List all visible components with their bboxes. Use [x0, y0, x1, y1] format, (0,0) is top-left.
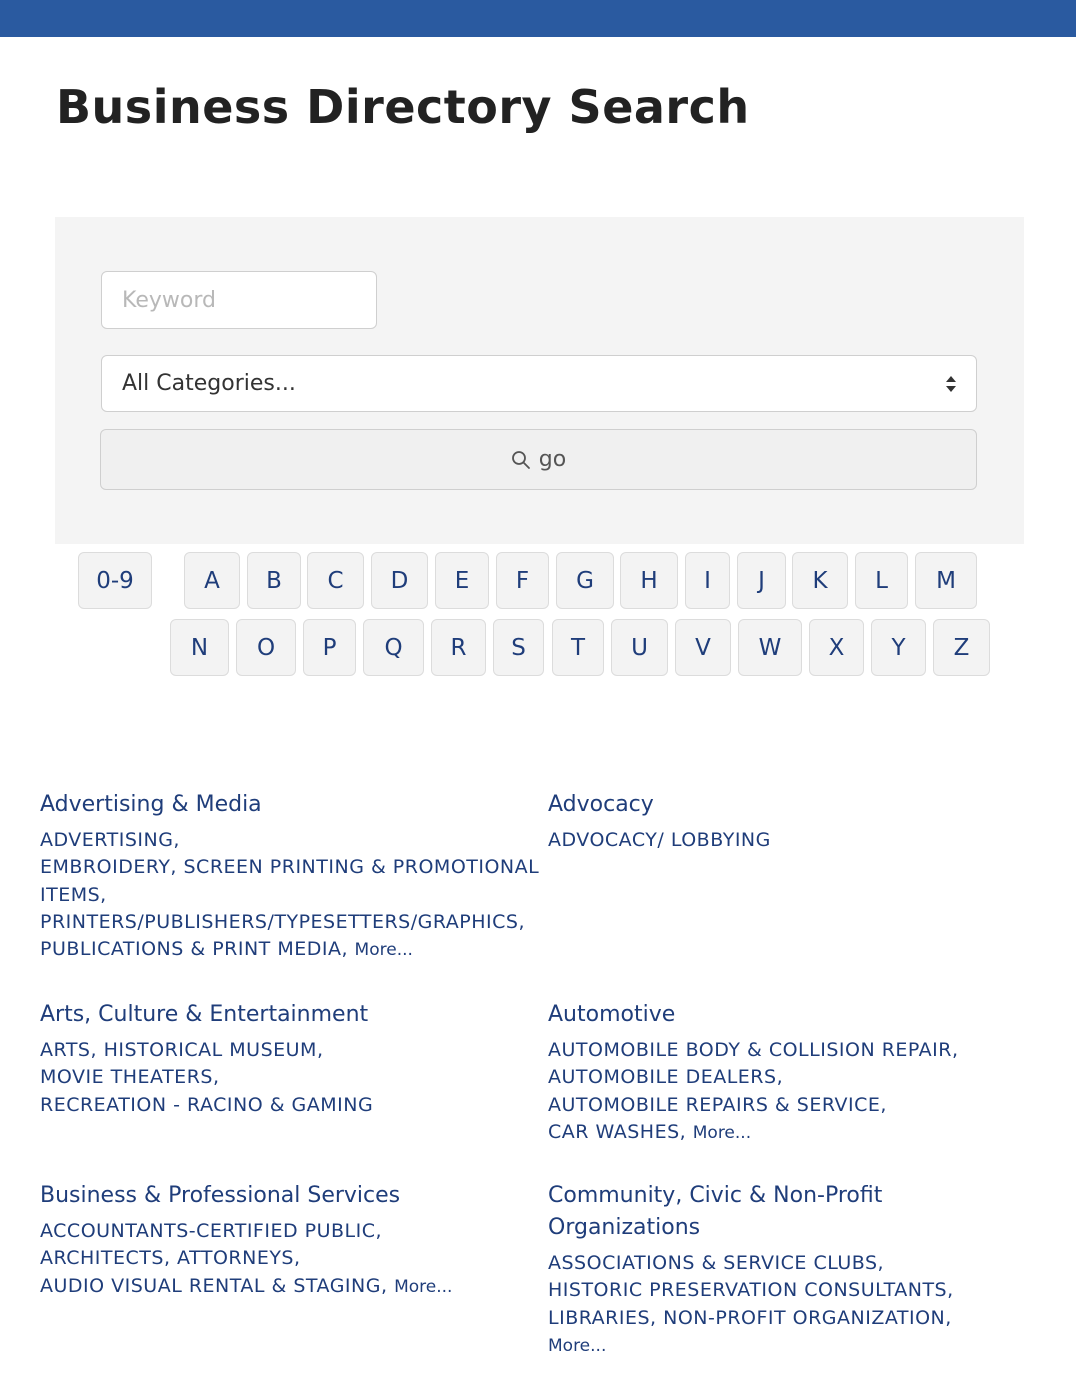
alpha-b[interactable]: B [247, 552, 301, 609]
subcategory-link[interactable]: ADVOCACY/ LOBBYING [548, 829, 771, 851]
category-advocacy [548, 789, 1048, 854]
alpha-w[interactable]: W [738, 619, 802, 676]
subcategory-list [548, 1037, 1058, 1147]
more-link[interactable]: More... [394, 1276, 453, 1297]
alpha-q[interactable]: Q [363, 619, 424, 676]
subcategory-link[interactable]: ASSOCIATIONS & SERVICE CLUBS, [548, 1252, 885, 1274]
search-icon [511, 450, 531, 470]
subcategory-link[interactable]: PRINTERS/PUBLISHERS/TYPESETTERS/GRAPHICS, [40, 910, 526, 933]
category-title[interactable]: Business & Professional Services [40, 1183, 401, 1208]
category-automotive [548, 999, 1058, 1147]
more-link[interactable]: More... [548, 1335, 607, 1356]
subcategory-link[interactable]: ADVERTISING, [40, 829, 180, 851]
category-arts-culture [40, 999, 540, 1119]
subcategory-list [40, 827, 560, 964]
subcategory-link[interactable]: MOVIE THEATERS, [40, 1066, 220, 1089]
select-arrows-icon [944, 373, 958, 395]
go-button[interactable] [100, 429, 977, 490]
category-advertising-media [40, 789, 560, 964]
alpha-l[interactable]: L [855, 552, 908, 609]
category-community-civic [548, 1180, 1058, 1360]
subcategory-link[interactable]: AUTOMOBILE BODY & COLLISION REPAIR, [548, 1039, 959, 1061]
alpha-f[interactable]: F [496, 552, 549, 609]
alpha-k[interactable]: K [792, 552, 848, 609]
subcategory-link[interactable]: AUTOMOBILE DEALERS, [548, 1066, 784, 1089]
subcategory-link[interactable]: AUDIO VISUAL RENTAL & STAGING, [40, 1274, 388, 1297]
subcategory-link[interactable]: HISTORICAL MUSEUM, [103, 1039, 324, 1061]
alpha-v[interactable]: V [675, 619, 731, 676]
subcategory-list [548, 1250, 1058, 1360]
subcategory-link[interactable]: LIBRARIES, [548, 1306, 657, 1329]
subcategory-link[interactable]: ARTS, [40, 1039, 98, 1061]
category-title[interactable]: Advocacy [548, 792, 654, 817]
subcategory-link[interactable]: RECREATION - RACINO & GAMING [40, 1093, 374, 1116]
subcategory-link[interactable]: CAR WASHES, [548, 1120, 687, 1143]
subcategory-link[interactable]: NON-PROFIT ORGANIZATION, [663, 1306, 952, 1329]
alpha-t[interactable]: T [552, 619, 604, 676]
alpha-o[interactable]: O [236, 619, 296, 676]
alpha-d[interactable]: D [371, 552, 428, 609]
alpha-h[interactable]: H [620, 552, 678, 609]
alpha-m[interactable]: M [915, 552, 977, 609]
more-link[interactable]: More... [354, 940, 413, 961]
alpha-r[interactable]: R [431, 619, 486, 676]
go-button-label: go [538, 447, 567, 472]
alpha-n[interactable]: N [170, 619, 229, 676]
top-bar [0, 0, 1076, 37]
keyword-input[interactable] [101, 271, 377, 329]
category-business-professional [40, 1180, 540, 1301]
alpha-a[interactable]: A [184, 552, 240, 609]
more-link[interactable]: More... [692, 1122, 752, 1143]
alpha-0-9[interactable]: 0-9 [78, 552, 152, 609]
category-select[interactable] [101, 355, 977, 412]
alpha-s[interactable]: S [493, 619, 544, 676]
alpha-p[interactable]: P [303, 619, 356, 676]
page-title: Business Directory Search [56, 80, 750, 134]
subcategory-link[interactable]: HISTORIC PRESERVATION CONSULTANTS, [548, 1279, 954, 1302]
category-title[interactable]: Advertising & Media [40, 792, 262, 817]
subcategory-list [548, 827, 1048, 854]
alpha-x[interactable]: X [809, 619, 864, 676]
category-title[interactable]: Automotive [548, 1002, 676, 1027]
alpha-y[interactable]: Y [871, 619, 926, 676]
alpha-j[interactable]: J [737, 552, 786, 609]
alpha-g[interactable]: G [556, 552, 614, 609]
category-title[interactable]: Arts, Culture & Entertainment [40, 1002, 369, 1027]
alpha-u[interactable]: U [611, 619, 668, 676]
subcategory-list [40, 1037, 540, 1119]
subcategory-link[interactable]: EMBROIDERY, SCREEN PRINTING & PROMOTIONAL ITEMS, [40, 856, 540, 906]
subcategory-link[interactable]: ATTORNEYS, [177, 1247, 301, 1270]
subcategory-link[interactable]: ARCHITECTS, [40, 1247, 171, 1270]
category-select-value: All Categories... [122, 371, 296, 396]
category-title[interactable]: Community, Civic & Non-Profit Organizations [548, 1183, 883, 1240]
alpha-z[interactable]: Z [933, 619, 990, 676]
alpha-e[interactable]: E [435, 552, 489, 609]
subcategory-list [40, 1218, 540, 1301]
subcategory-link[interactable]: AUTOMOBILE REPAIRS & SERVICE, [548, 1093, 887, 1116]
alpha-c[interactable]: C [307, 552, 364, 609]
subcategory-link[interactable]: PUBLICATIONS & PRINT MEDIA, [40, 938, 348, 961]
subcategory-link[interactable]: ACCOUNTANTS-CERTIFIED PUBLIC, [40, 1220, 383, 1242]
alpha-i[interactable]: I [685, 552, 730, 609]
